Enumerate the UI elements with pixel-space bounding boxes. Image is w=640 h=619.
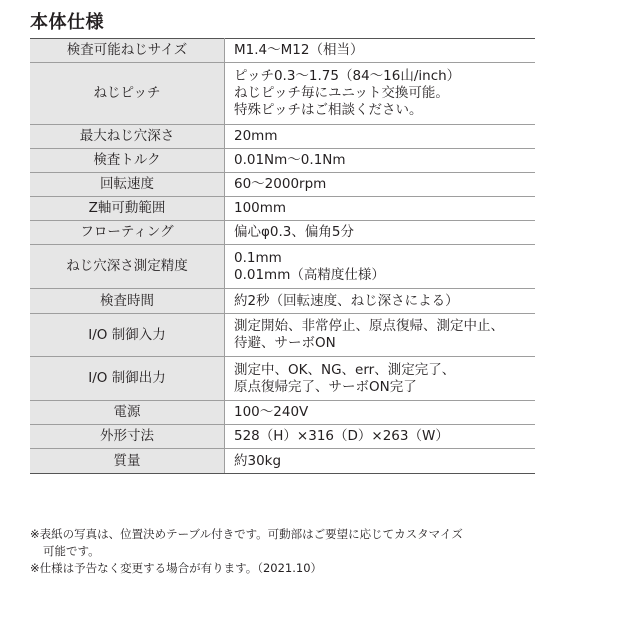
spec-table — [30, 38, 535, 474]
spec-value-line: 約2秒（回転速度、ねじ深さによる） — [234, 292, 459, 309]
spec-row — [30, 63, 535, 125]
footnote-1: ※表紙の写真は、位置決めテーブル付きです。可動部はご要望に応じてカスタマイズ — [30, 527, 463, 541]
spec-row — [30, 289, 535, 314]
spec-value-line: 約30kg — [234, 452, 282, 469]
spec-value — [225, 289, 536, 314]
footnote-1-continued: 可能です。 — [43, 544, 100, 558]
footnote-2: ※仕様は予告なく変更する場合が有ります。（2021.10） — [30, 561, 323, 575]
spec-value-line: 偏心φ0.3、偏角5分 — [234, 224, 354, 240]
spec-label: 検査トルク — [30, 149, 225, 173]
spec-value — [225, 173, 536, 197]
spec-value-line: 原点復帰完了、サーボON完了 — [234, 378, 417, 395]
spec-value-line: 528（H）×316（D）×263（W） — [234, 428, 449, 444]
spec-value-line: 100mm — [234, 200, 287, 216]
spec-row — [30, 314, 535, 357]
section-title: 本体仕様 — [30, 12, 104, 33]
spec-label: I/O 制御入力 — [30, 314, 225, 357]
spec-value-line: 0.1mm — [234, 249, 282, 266]
spec-value — [225, 221, 536, 245]
spec-label: 外形寸法 — [30, 425, 225, 449]
spec-row — [30, 357, 535, 401]
spec-label: Z軸可動範囲 — [30, 197, 225, 221]
spec-value-line: 特殊ピッチはご相談ください。 — [234, 102, 423, 118]
spec-value — [225, 149, 536, 173]
spec-label: ねじ穴深さ測定精度 — [30, 245, 225, 289]
spec-label: I/O 制御出力 — [30, 357, 225, 401]
spec-row — [30, 425, 535, 449]
spec-label: 検査時間 — [30, 289, 225, 314]
spec-value-line: 0.01mm（高精度仕様） — [234, 266, 385, 283]
spec-row — [30, 173, 535, 197]
spec-value-line: 60〜2000rpm — [234, 176, 327, 192]
spec-row — [30, 245, 535, 289]
spec-value-line: ピッチ0.3〜1.75（84〜16山/inch） — [234, 68, 461, 84]
footnotes — [30, 526, 463, 577]
spec-value — [225, 197, 536, 221]
spec-label: 電源 — [30, 401, 225, 425]
spec-value — [225, 125, 536, 149]
spec-value — [225, 425, 536, 449]
spec-value-line: 0.01Nm〜0.1Nm — [234, 152, 346, 168]
spec-value-line: 100〜240V — [234, 404, 309, 420]
spec-value — [225, 449, 536, 474]
spec-row — [30, 221, 535, 245]
spec-row — [30, 125, 535, 149]
spec-row — [30, 39, 535, 63]
spec-label: 最大ねじ穴深さ — [30, 125, 225, 149]
spec-row — [30, 401, 535, 425]
spec-value — [225, 63, 536, 125]
spec-value — [225, 245, 536, 289]
spec-row — [30, 149, 535, 173]
spec-value — [225, 39, 536, 63]
spec-label: 検査可能ねじサイズ — [30, 39, 225, 63]
spec-label: 回転速度 — [30, 173, 225, 197]
spec-value — [225, 314, 536, 357]
spec-value-line: 測定開始、非常停止、原点復帰、測定中止、 — [234, 318, 504, 334]
spec-row — [30, 449, 535, 474]
spec-value — [225, 357, 536, 401]
spec-value-line: ねじピッチ毎にユニット交換可能。 — [234, 85, 449, 101]
spec-value-line: 20mm — [234, 128, 278, 144]
spec-row — [30, 197, 535, 221]
spec-value — [225, 401, 536, 425]
spec-label: ねじピッチ — [30, 63, 225, 125]
spec-label: フローティング — [30, 221, 225, 245]
spec-value-line: 測定中、OK、NG、err、測定完了、 — [234, 361, 456, 378]
spec-value-line: M1.4〜M12（相当） — [234, 42, 364, 58]
spec-label: 質量 — [30, 449, 225, 474]
spec-value-line: 待避、サーボON — [234, 335, 336, 351]
